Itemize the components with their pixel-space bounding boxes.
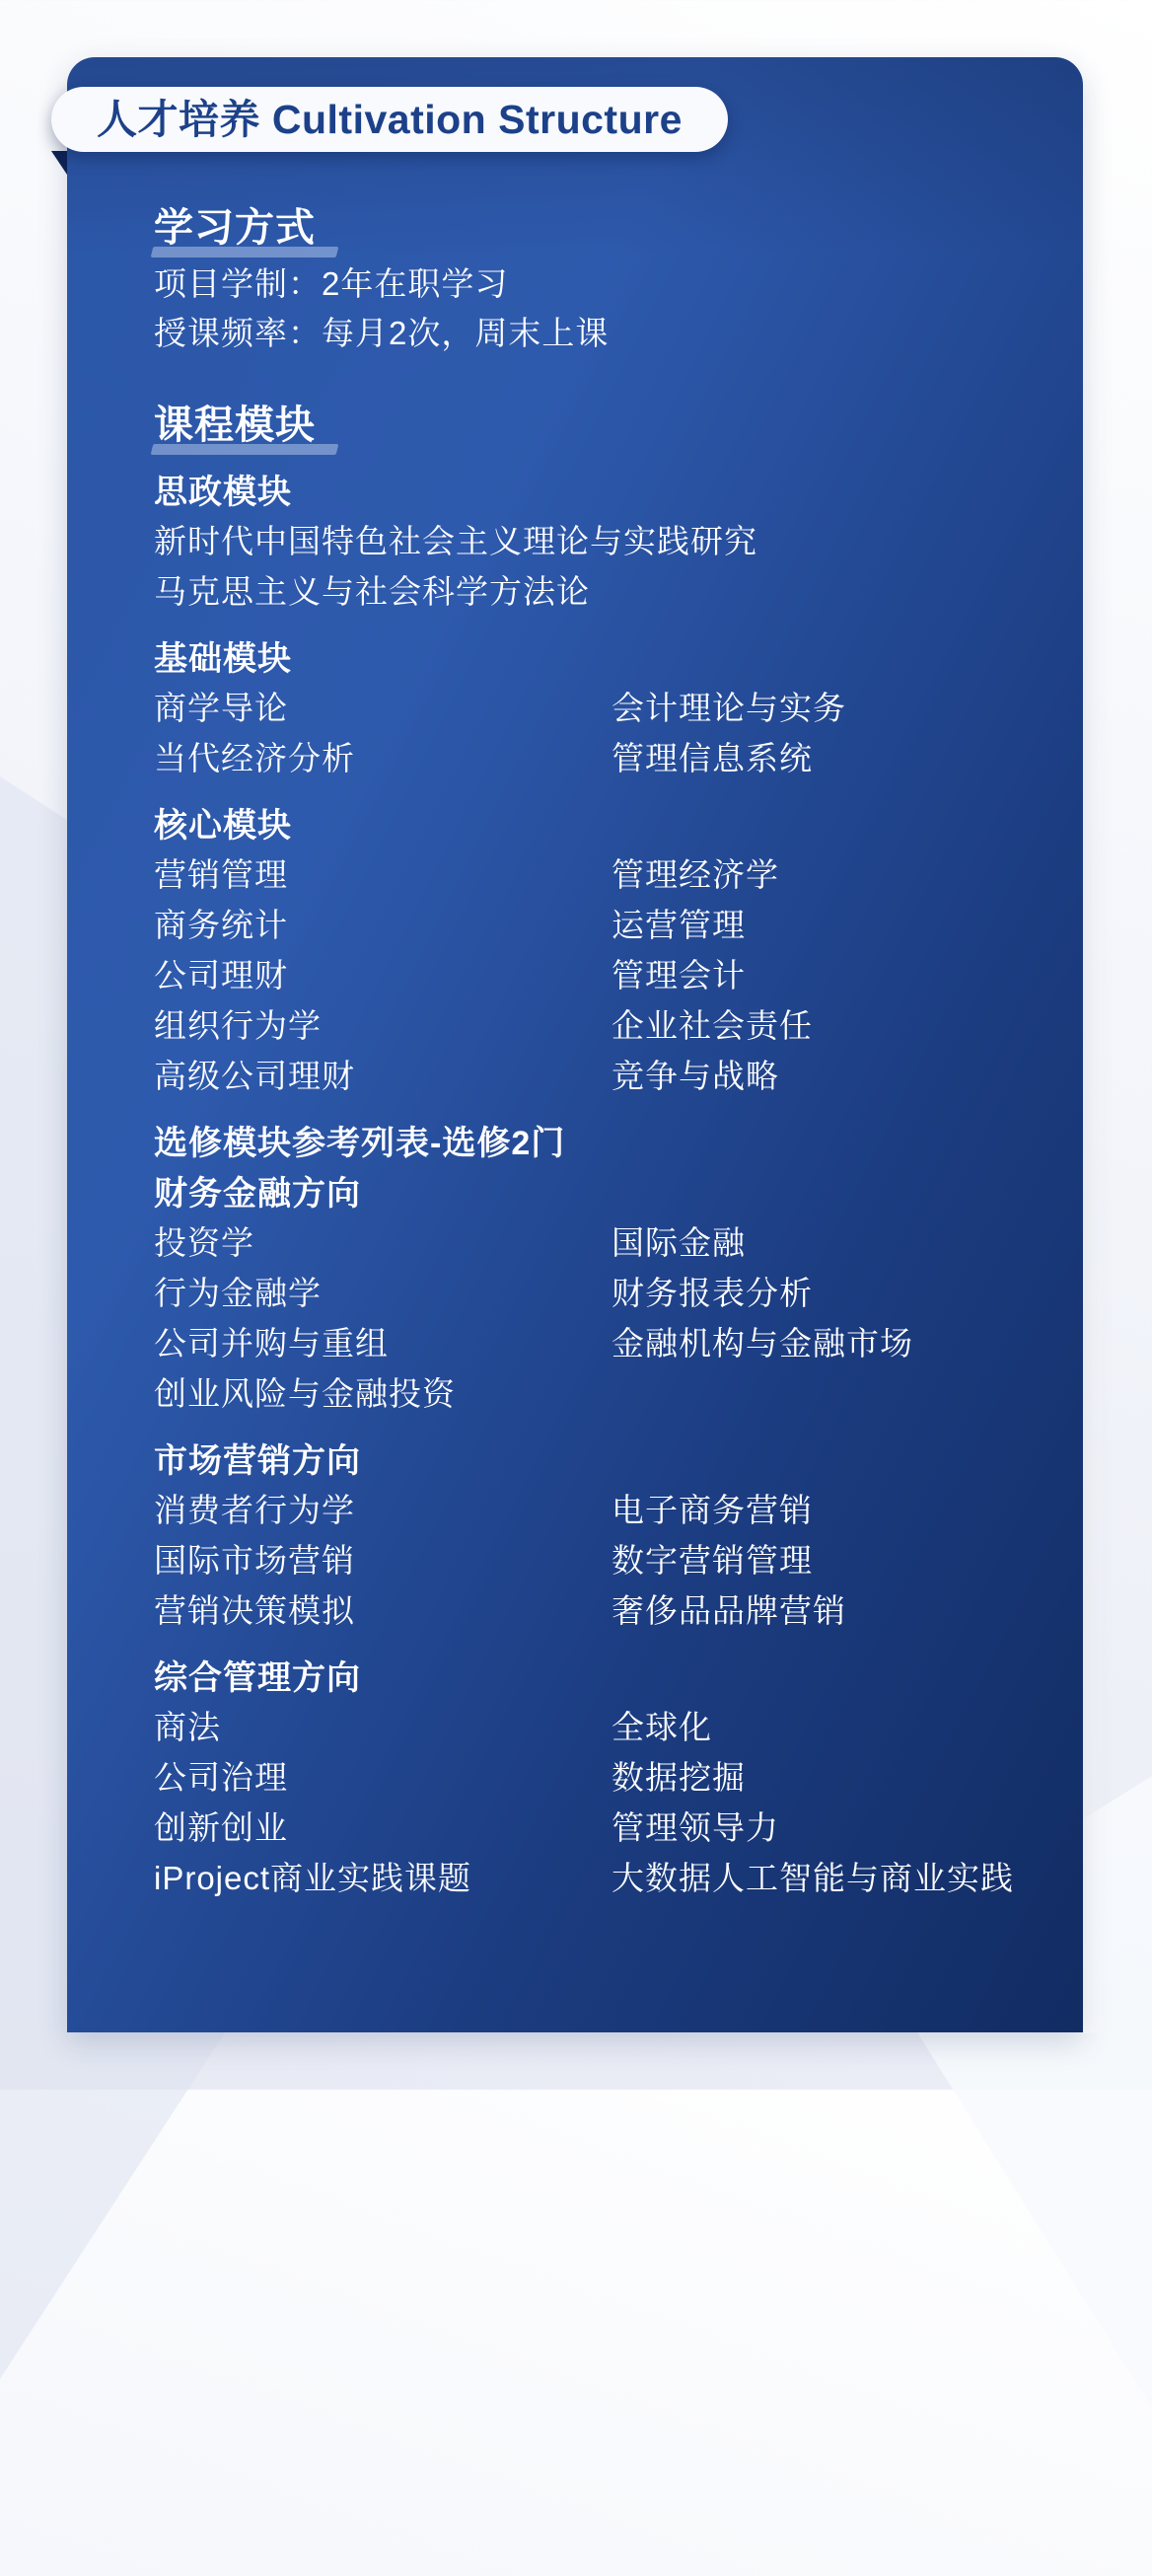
module-core [154, 807, 1044, 1094]
course-row [154, 1593, 1044, 1629]
course-cell-right: 竞争与战略 [612, 1058, 779, 1094]
course-cell-left: 商法 [154, 1709, 221, 1745]
course-row [154, 741, 1044, 776]
module-finance-electives [154, 1125, 1044, 1412]
course-cell-right: 会计理论与实务 [612, 690, 846, 726]
module-foundation [154, 640, 1044, 776]
module-title: 市场营销方向 [154, 1442, 361, 1480]
module-title: 核心模块 [154, 807, 292, 845]
course-row [154, 1225, 1044, 1261]
main-card [67, 57, 1083, 2032]
course-cell-left: 国际市场营销 [154, 1542, 355, 1579]
course-cell-right: 大数据人工智能与商业实践 [612, 1860, 1014, 1896]
module-marketing-electives [154, 1442, 1044, 1629]
course-cell-left: 公司并购与重组 [154, 1325, 389, 1362]
course-cell-left: 商务统计 [154, 907, 288, 943]
course-cell-right: 国际金融 [612, 1224, 746, 1261]
module-title: 思政模块 [154, 474, 292, 511]
study-mode-heading [154, 205, 1044, 251]
course-cell-left: 创新创业 [154, 1809, 288, 1846]
course-cell-left: 创业风险与金融投资 [154, 1375, 456, 1412]
course-cell-right: 金融机构与金融市场 [612, 1325, 913, 1362]
study-line-frequency: 授课频率：每月2次，周末上课 [154, 315, 610, 351]
curriculum-heading-label: 课程模块 [154, 404, 316, 447]
curriculum-heading [154, 403, 1044, 448]
course-row [154, 1008, 1044, 1044]
course-cell-right: 奢侈品品牌营销 [612, 1592, 846, 1629]
page-title: 人才培养 Cultivation Structure [51, 87, 728, 152]
course-cell-left: 公司理财 [154, 957, 288, 994]
course-row [154, 1543, 1044, 1579]
course-cell-right [612, 524, 1044, 559]
study-line-duration: 项目学制：2年在职学习 [154, 265, 509, 302]
course-cell-left: 商学导论 [154, 690, 288, 726]
decor-strip-right [1082, 54, 1106, 2033]
course-cell-right: 数据挖掘 [612, 1759, 746, 1796]
course-cell-right [612, 574, 1044, 610]
course-cell-left: iProject商业实践课题 [154, 1860, 472, 1896]
course-cell-right: 管理领导力 [612, 1809, 779, 1846]
course-cell-right: 企业社会责任 [612, 1007, 813, 1044]
course-cell-right: 管理信息系统 [612, 740, 813, 776]
study-mode-heading-label: 学习方式 [154, 206, 316, 250]
course-row [154, 1276, 1044, 1311]
module-title: 综合管理方向 [154, 1659, 361, 1697]
course-row [154, 958, 1044, 994]
card-content [67, 57, 1083, 1896]
course-row [154, 1810, 1044, 1846]
section-bullet-icon [116, 207, 138, 249]
course-cell-left: 营销管理 [154, 856, 288, 893]
course-cell-left: 当代经济分析 [154, 740, 355, 776]
course-row [154, 574, 1044, 610]
course-cell-left: 消费者行为学 [154, 1492, 355, 1528]
course-row [154, 1059, 1044, 1094]
course-cell-left: 公司治理 [154, 1759, 288, 1796]
course-cell-left: 新时代中国特色社会主义理论与实践研究 [154, 523, 757, 559]
course-cell-left: 营销决策模拟 [154, 1592, 355, 1629]
course-row [154, 1326, 1044, 1362]
course-row [154, 1376, 1044, 1412]
course-row [154, 908, 1044, 943]
module-title: 财务金融方向 [154, 1175, 361, 1213]
course-cell-right: 财务报表分析 [612, 1275, 813, 1311]
course-cell-left: 组织行为学 [154, 1007, 322, 1044]
course-cell-right: 运营管理 [612, 907, 746, 943]
module-general-management-electives [154, 1659, 1044, 1896]
section-study-mode [154, 205, 1044, 351]
course-cell-right: 全球化 [612, 1709, 712, 1745]
course-cell-right: 数字营销管理 [612, 1542, 813, 1579]
course-cell-right [612, 1376, 1044, 1412]
course-cell-left: 投资学 [154, 1224, 254, 1261]
course-cell-right: 管理经济学 [612, 856, 779, 893]
course-row [154, 691, 1044, 726]
section-bullet-icon [116, 405, 138, 446]
course-row [154, 1493, 1044, 1528]
course-cell-left: 行为金融学 [154, 1275, 322, 1311]
course-row [154, 524, 1044, 559]
section-curriculum [154, 403, 1044, 1896]
title-pill-fold [51, 151, 67, 175]
course-row [154, 1760, 1044, 1796]
course-row [154, 1861, 1044, 1896]
course-cell-right: 管理会计 [612, 957, 746, 994]
course-cell-left: 高级公司理财 [154, 1058, 355, 1094]
elective-group-title: 选修模块参考列表-选修2门 [154, 1125, 566, 1162]
course-row [154, 857, 1044, 893]
module-title: 基础模块 [154, 640, 292, 678]
module-ideology [154, 474, 1044, 610]
course-cell-left: 马克思主义与社会科学方法论 [154, 573, 590, 610]
course-row [154, 1710, 1044, 1745]
course-cell-right: 电子商务营销 [612, 1492, 813, 1528]
